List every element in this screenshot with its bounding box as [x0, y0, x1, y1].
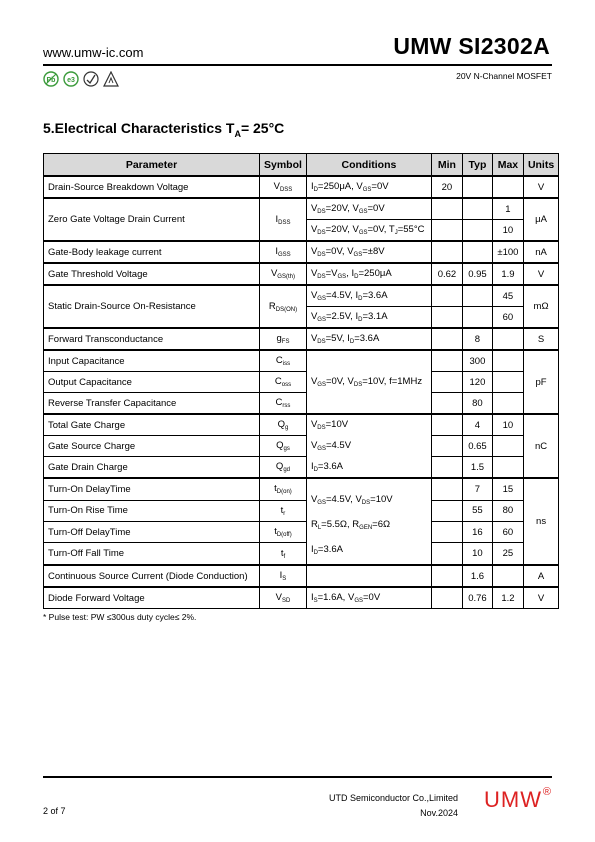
subscript: D	[349, 339, 355, 345]
document-subtitle: 20V N-Channel MOSFET	[456, 71, 552, 81]
symbol-cell: $t_{D(on)}$	[260, 478, 307, 500]
symbol-subscript: S	[282, 576, 287, 582]
subscript: DS	[317, 252, 326, 258]
param-cell: Output Capacitance	[44, 372, 260, 393]
subscript: D	[313, 466, 318, 473]
svg-text:Pb: Pb	[46, 77, 56, 84]
symbol-subscript: rss	[282, 403, 291, 409]
pb-free-icon	[43, 71, 59, 87]
typ-cell: 0.65	[462, 436, 492, 457]
subscript: J	[394, 230, 398, 236]
param-cell: Input Capacitance	[44, 350, 260, 372]
subscript: DS	[353, 382, 363, 388]
registered-mark: ®	[542, 786, 551, 798]
esd-icon	[103, 71, 119, 87]
min-cell	[431, 393, 462, 415]
header-typ: Typ	[462, 154, 492, 177]
table-header-row	[44, 154, 559, 177]
section-heading-tail: = 25°C	[240, 120, 285, 136]
subscript: GS	[358, 209, 368, 215]
min-cell	[431, 328, 462, 350]
table-row	[44, 285, 559, 307]
subscript: GS	[354, 598, 363, 604]
max-cell: 1	[492, 198, 523, 220]
cond-cell: $I_S=1.6A$, $V_{GS}=0V$	[306, 587, 431, 609]
svg-text:e3: e3	[67, 77, 75, 84]
header-max: Max	[492, 154, 523, 177]
symbol-subscript: FS	[281, 339, 290, 345]
min-cell	[431, 587, 462, 609]
symbol-subscript: oss	[281, 382, 292, 388]
param-cell: Turn-On DelayTime	[44, 478, 260, 500]
footnote: * Pulse test: PW ≤300us duty cycle≤ 2%.	[43, 612, 197, 622]
min-cell	[431, 350, 462, 372]
typ-cell: 10	[462, 543, 492, 565]
typ-cell: 0.76	[462, 587, 492, 609]
symbol-cell: $V_{DSS}$	[260, 176, 307, 198]
min-cell	[431, 521, 462, 542]
table-row	[44, 436, 559, 457]
unit-cell: S	[523, 328, 558, 350]
symbol-cell: $Q_{gs}$	[260, 436, 307, 457]
cond-cell: $I_D=250\mu A$, $V_{GS}=0V$	[306, 176, 431, 198]
rohs-icon	[83, 71, 99, 87]
symbol-cell: $V_{GS(th)}$	[260, 263, 307, 285]
symbol-cell: $C_{iss}$	[260, 350, 307, 372]
param-cell: Forward Transconductance	[44, 328, 260, 350]
table-row	[44, 565, 559, 587]
typ-cell: 80	[462, 393, 492, 415]
subscript: DS	[317, 209, 326, 215]
typ-cell: 8	[462, 328, 492, 350]
param-cell: Turn-Off DelayTime	[44, 521, 260, 542]
min-cell	[431, 220, 462, 242]
electrical-characteristics-table	[43, 153, 559, 609]
section-heading-sub: A	[234, 128, 241, 139]
symbol-subscript: DS(ON)	[275, 306, 298, 313]
max-cell: 45	[492, 285, 523, 307]
param-cell: Gate Threshold Voltage	[44, 263, 260, 285]
typ-cell	[462, 198, 492, 220]
cond-cell: $V_{GS}=4.5V$, $I_D=3.6A$	[306, 285, 431, 307]
typ-cell: 55	[462, 500, 492, 521]
table-row	[44, 587, 559, 609]
table-row	[44, 393, 559, 415]
symbol-subscript: D(off)	[276, 532, 292, 539]
unit-cell: V	[523, 587, 558, 609]
symbol-subscript: D(on)	[276, 489, 292, 496]
min-cell	[431, 198, 462, 220]
symbol-subscript: DSS	[279, 187, 293, 193]
typ-cell: 4	[462, 414, 492, 436]
subscript: GS	[317, 317, 326, 323]
table-row	[44, 328, 559, 350]
max-cell	[492, 565, 523, 587]
max-cell: 1.2	[492, 587, 523, 609]
param-cell: Reverse Transfer Capacitance	[44, 393, 260, 415]
typ-cell: 0.95	[462, 263, 492, 285]
min-cell	[431, 372, 462, 393]
symbol-subscript: r	[283, 510, 286, 517]
header-parameter: Parameter	[44, 154, 260, 177]
min-cell	[431, 565, 462, 587]
table-row	[44, 521, 559, 542]
max-cell: 60	[492, 521, 523, 542]
subscript: GS	[317, 500, 326, 506]
typ-cell	[462, 285, 492, 307]
subscript: GEN	[359, 525, 373, 531]
subscript: GS	[317, 446, 326, 452]
min-cell	[431, 478, 462, 500]
min-cell	[431, 543, 462, 565]
param-cell: Total Gate Charge	[44, 414, 260, 436]
min-cell	[431, 307, 462, 329]
website-url: www.umw-ic.com	[43, 45, 144, 60]
min-cell	[431, 457, 462, 479]
subscript: GS	[362, 187, 372, 193]
cond-cell	[306, 565, 431, 587]
typ-cell: 16	[462, 521, 492, 542]
symbol-cell: $I_{DSS}$	[260, 198, 307, 241]
cond-cell	[306, 478, 431, 565]
param-cell: Gate-Body leakage current	[44, 241, 260, 263]
subscript: GS	[317, 382, 326, 388]
max-cell: 10	[492, 414, 523, 436]
subscript: DS	[317, 274, 326, 280]
table-row	[44, 543, 559, 565]
subscript: D	[358, 296, 363, 302]
max-cell	[492, 350, 523, 372]
cond-cell: $V_{DS}=V_{GS}$, $I_D=250\mu A$	[306, 263, 431, 285]
subscript: GS	[337, 274, 347, 280]
min-cell	[431, 500, 462, 521]
symbol-subscript: GS(th)	[277, 274, 295, 280]
symbol-subscript: gs	[283, 446, 290, 452]
subscript: DS	[317, 425, 326, 432]
header-min: Min	[431, 154, 462, 177]
min-cell	[431, 414, 462, 436]
subscript: D	[313, 187, 318, 193]
subscript: S	[313, 598, 318, 604]
cond-cell: $V_{DS}=10V$	[306, 414, 431, 436]
max-cell: 60	[492, 307, 523, 329]
max-cell	[492, 372, 523, 393]
unit-cell: ns	[523, 478, 558, 565]
e3-icon	[63, 71, 79, 87]
param-cell: Turn-Off Fall Time	[44, 543, 260, 565]
table-row	[44, 263, 559, 285]
header-conditions: Conditions	[306, 154, 431, 177]
table-row	[44, 478, 559, 500]
cond-cell: $I_D=3.6A$	[306, 457, 431, 479]
section-heading	[43, 120, 284, 139]
max-cell	[492, 436, 523, 457]
param-cell: Diode Forward Voltage	[44, 587, 260, 609]
header-units: Units	[523, 154, 558, 177]
subscript: DS	[317, 339, 326, 345]
unit-cell: mΩ	[523, 285, 558, 328]
page-number: 2 of 7	[43, 806, 66, 816]
typ-cell: 300	[462, 350, 492, 372]
table-row	[44, 414, 559, 436]
cond-cell: $V_{GS}=0V$, $V_{DS}=10V$, f=1MHz	[306, 350, 431, 414]
unit-cell: μA	[523, 198, 558, 241]
compliance-badges	[43, 71, 119, 87]
cond-cell: $V_{GS}=2.5V$, $I_D=3.1A$	[306, 307, 431, 329]
typ-cell	[462, 220, 492, 242]
typ-cell	[462, 241, 492, 263]
min-cell	[431, 436, 462, 457]
cond-line: $R_L=5.5\Omega$, $R_{GEN}=6\Omega$	[310, 519, 391, 531]
max-cell	[492, 328, 523, 350]
table-row	[44, 372, 559, 393]
subscript: GS	[317, 296, 326, 302]
subscript: D	[313, 550, 318, 556]
min-cell	[431, 285, 462, 307]
min-cell: 20	[431, 176, 462, 198]
subscript: GS	[358, 230, 368, 236]
max-cell: 1.9	[492, 263, 523, 285]
max-cell: 10	[492, 220, 523, 242]
param-cell: Gate Drain Charge	[44, 457, 260, 479]
company-name: UTD Semiconductor Co.,Limited	[328, 793, 458, 803]
cond-cell: $V_{DS}=20V$, $V_{GS}=0V$, $T_J=55^\circ C$	[306, 220, 431, 242]
max-cell	[492, 176, 523, 198]
symbol-cell: $R_{DS(ON)}$	[260, 285, 307, 328]
symbol-subscript: SD	[281, 598, 291, 604]
param-cell: Continuous Source Current (Diode Conduction)	[44, 565, 260, 587]
symbol-cell: $I_{GSS}$	[260, 241, 307, 263]
typ-cell: 7	[462, 478, 492, 500]
max-cell: ±100	[492, 241, 523, 263]
symbol-cell: $t_r$	[260, 500, 307, 521]
max-cell	[492, 393, 523, 415]
param-cell: Turn-On Rise Time	[44, 500, 260, 521]
cond-cell: $V_{DS}=0V$, $V_{GS}=\pm 8V$	[306, 241, 431, 263]
typ-cell: 120	[462, 372, 492, 393]
header-symbol: Symbol	[260, 154, 307, 177]
max-cell: 80	[492, 500, 523, 521]
symbol-subscript: DSS	[278, 219, 291, 226]
table-row	[44, 198, 559, 220]
subscript: GS	[353, 252, 363, 258]
subscript: DS	[317, 230, 326, 236]
unit-cell: pF	[523, 350, 558, 414]
symbol-cell: $Q_g$	[260, 414, 307, 436]
subscript: L	[317, 525, 322, 531]
symbol-cell: $t_f$	[260, 543, 307, 565]
symbol-cell: $C_{oss}$	[260, 372, 307, 393]
symbol-subscript: g	[284, 425, 289, 431]
param-cell: Gate Source Charge	[44, 436, 260, 457]
unit-cell: V	[523, 263, 558, 285]
param-cell: Static Drain-Source On-Resistance	[44, 285, 260, 328]
param-cell: Zero Gate Voltage Drain Current	[44, 198, 260, 241]
symbol-subscript: gd	[283, 467, 290, 473]
footer-divider	[43, 776, 552, 778]
table-row	[44, 176, 559, 198]
table-row	[44, 350, 559, 372]
subscript: DS	[361, 500, 371, 506]
unit-cell: nC	[523, 414, 558, 478]
symbol-subscript: f	[283, 553, 286, 560]
max-cell: 25	[492, 543, 523, 565]
typ-cell	[462, 307, 492, 329]
unit-cell: nA	[523, 241, 558, 263]
table-row	[44, 457, 559, 479]
umw-logo: UMW	[484, 787, 542, 812]
typ-cell	[462, 176, 492, 198]
min-cell	[431, 241, 462, 263]
symbol-subscript: iss	[282, 361, 291, 367]
header-divider	[43, 64, 552, 66]
cond-cell: $V_{GS}=4.5V$	[306, 436, 431, 457]
symbol-cell: $t_{D(off)}$	[260, 521, 307, 542]
cond-line: $V_{GS}=4.5V$, $V_{DS}=10V$	[310, 494, 393, 506]
symbol-subscript: GSS	[277, 252, 291, 258]
cond-line: $I_D=3.6A$	[310, 544, 344, 556]
min-cell: 0.62	[431, 263, 462, 285]
typ-cell: 1.5	[462, 457, 492, 479]
table-row	[44, 241, 559, 263]
symbol-cell: $C_{rss}$	[260, 393, 307, 415]
max-cell: 15	[492, 478, 523, 500]
max-cell	[492, 457, 523, 479]
subscript: D	[354, 274, 359, 280]
cond-cell: $V_{DS}=5V$, $I_D=3.6A$	[306, 328, 431, 350]
unit-cell: V	[523, 176, 558, 198]
symbol-cell: $I_S$	[260, 565, 307, 587]
document-title: UMW SI2302A	[393, 33, 550, 59]
revision-date: Nov.2024	[420, 808, 458, 818]
section-heading-text: 5.Electrical Characteristics T	[43, 120, 235, 136]
symbol-cell: $V_{SD}$	[260, 587, 307, 609]
symbol-cell: $g_{FS}$	[260, 328, 307, 350]
table-row	[44, 500, 559, 521]
cond-cell: $V_{DS}=20V$, $V_{GS}=0V$	[306, 198, 431, 220]
symbol-cell: $Q_{gd}$	[260, 457, 307, 479]
param-cell: Drain-Source Breakdown Voltage	[44, 176, 260, 198]
unit-cell: A	[523, 565, 558, 587]
typ-cell: 1.6	[462, 565, 492, 587]
subscript: D	[358, 317, 363, 323]
